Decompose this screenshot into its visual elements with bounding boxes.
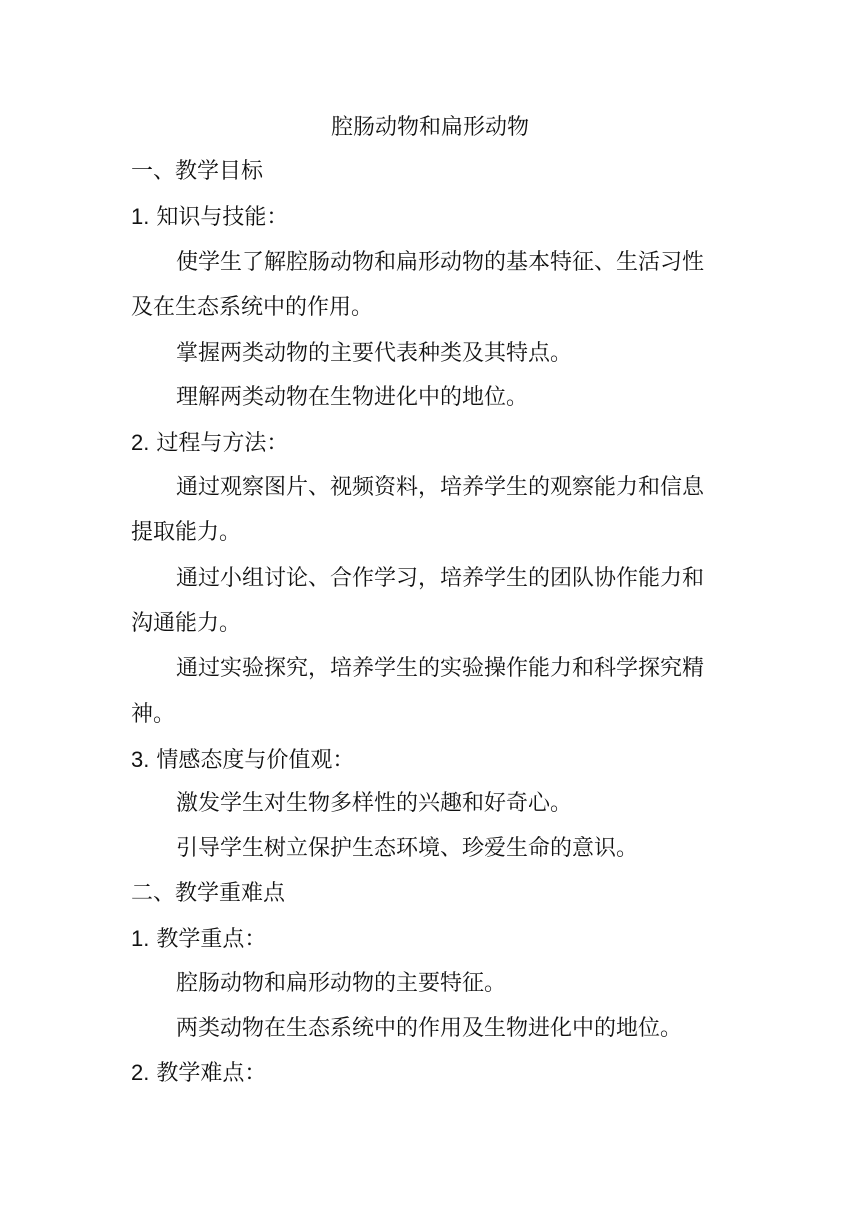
subsection-number: 3.: [131, 747, 150, 772]
paragraph-line: 通过观察图片、视频资料，培养学生的观察能力和信息: [176, 475, 705, 500]
paragraph-line: 及在生态系统中的作用。: [131, 295, 374, 320]
subsection-label: 知识与技能：: [156, 205, 289, 230]
subsection-label: 教学难点：: [156, 1061, 267, 1086]
subsection-number: 2.: [131, 1060, 150, 1085]
subsection-heading-process: [131, 428, 288, 459]
subsection-number: 1.: [131, 926, 150, 951]
paragraph-line: 腔肠动物和扁形动物的主要特征。: [176, 971, 507, 996]
paragraph-line: 提取能力。: [131, 520, 242, 545]
subsection-label: 教学重点：: [156, 927, 267, 952]
section-heading-key-points: 二、教学重难点: [131, 881, 286, 906]
subsection-heading-difficulty: [131, 1058, 266, 1089]
subsection-number: 1.: [131, 204, 150, 229]
subsection-label: 过程与方法：: [156, 431, 289, 456]
paragraph-line: 使学生了解腔肠动物和扁形动物的基本特征、生活习性: [176, 250, 705, 275]
section-heading-objectives: 一、教学目标: [131, 159, 264, 184]
subsection-number: 2.: [131, 430, 150, 455]
paragraph-line: 引导学生树立保护生态环境、珍爱生命的意识。: [176, 836, 639, 861]
subsection-label: 情感态度与价值观：: [156, 748, 355, 773]
paragraph-line: 两类动物在生态系统中的作用及生物进化中的地位。: [176, 1016, 683, 1041]
paragraph-line: 掌握两类动物的主要代表种类及其特点。: [176, 341, 573, 366]
paragraph-line: 通过小组讨论、合作学习，培养学生的团队协作能力和: [176, 566, 705, 591]
subsection-heading-attitude: [131, 745, 354, 776]
subsection-heading-focus: [131, 924, 266, 955]
paragraph-line: 通过实验探究，培养学生的实验操作能力和科学探究精: [176, 656, 705, 681]
subsection-heading-knowledge: [131, 202, 288, 233]
paragraph-line: 激发学生对生物多样性的兴趣和好奇心。: [176, 791, 573, 816]
document-title: 腔肠动物和扁形动物: [330, 115, 529, 140]
paragraph-line: 沟通能力。: [131, 611, 242, 636]
paragraph-line: 神。: [131, 702, 176, 727]
paragraph-line: 理解两类动物在生物进化中的地位。: [176, 385, 529, 410]
